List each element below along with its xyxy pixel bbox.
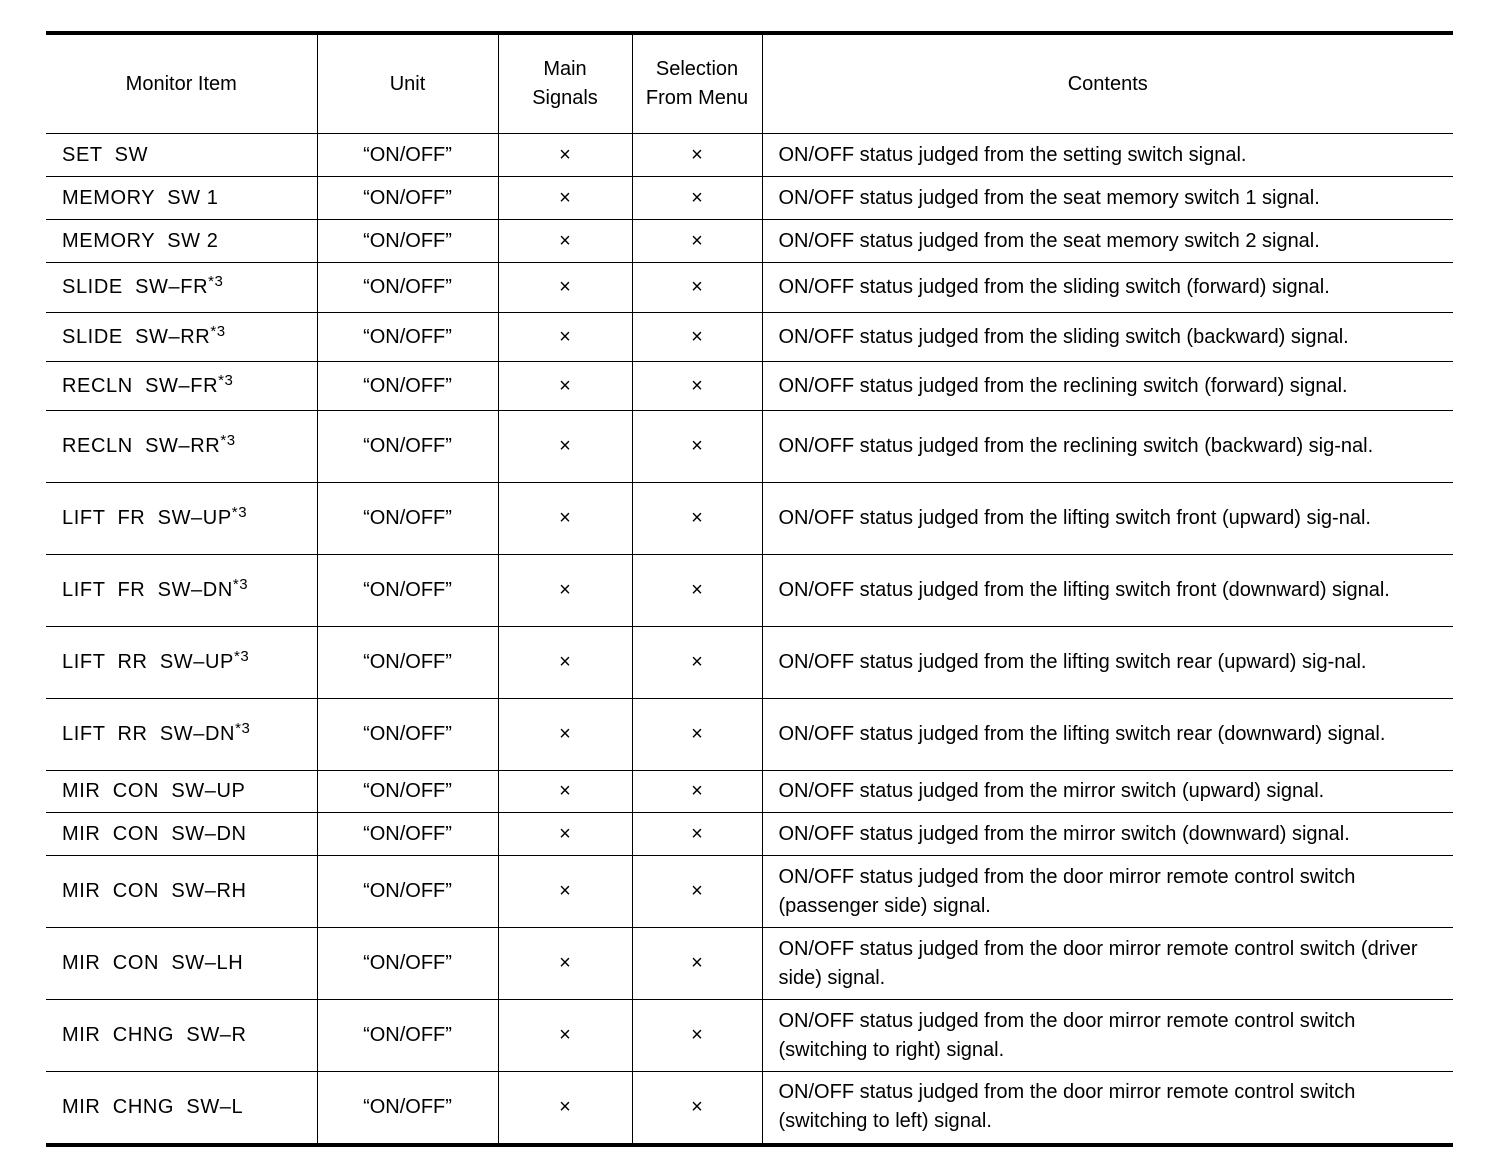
main-signals-mark: × <box>498 699 632 771</box>
contents-cell: ON/OFF status judged from the sliding switch (backward) signal. <box>762 313 1453 362</box>
monitor-item-name: SLIDE SW–RR <box>62 325 211 348</box>
main-signals-mark: × <box>498 263 632 313</box>
monitor-item-cell <box>46 555 317 627</box>
table-row <box>46 699 1453 771</box>
main-signals-mark: × <box>498 627 632 699</box>
unit-cell: “ON/OFF” <box>317 1000 498 1072</box>
table-row <box>46 1072 1453 1145</box>
table-row <box>46 177 1453 220</box>
selection-from-menu-mark: × <box>632 483 762 555</box>
contents-cell: ON/OFF status judged from the lifting switch front (downward) signal. <box>762 555 1453 627</box>
header-row <box>46 33 1453 134</box>
monitor-item-name: SLIDE SW–FR <box>62 276 209 298</box>
table-row <box>46 411 1453 483</box>
contents-cell: ON/OFF status judged from the reclining switch (forward) signal. <box>762 362 1453 411</box>
monitor-item-cell <box>46 627 317 699</box>
monitor-item-cell <box>46 771 317 813</box>
header-unit: Unit <box>317 33 498 134</box>
main-signals-mark: × <box>498 177 632 220</box>
monitor-item-name: LIFT FR SW–UP <box>62 507 232 529</box>
contents-cell: ON/OFF status judged from the door mirror remote control switch (passenger side) signal. <box>762 856 1453 928</box>
monitor-item-cell <box>46 1000 317 1072</box>
monitor-item-name: MIR CON SW–LH <box>62 952 244 974</box>
selection-from-menu-mark: × <box>632 1000 762 1072</box>
monitor-item-cell <box>46 177 317 220</box>
monitor-item-name: MIR CHNG SW–R <box>62 1024 247 1046</box>
main-signals-mark: × <box>498 313 632 362</box>
contents-cell: ON/OFF status judged from the setting switch signal. <box>762 134 1453 177</box>
footnote-ref: *3 <box>235 720 251 737</box>
table-row <box>46 1000 1453 1072</box>
main-signals-mark: × <box>498 928 632 1000</box>
monitor-item-cell <box>46 411 317 483</box>
contents-cell: ON/OFF status judged from the seat memory switch 2 signal. <box>762 220 1453 263</box>
unit-cell: “ON/OFF” <box>317 813 498 856</box>
contents-cell: ON/OFF status judged from the door mirror remote control switch (switching to left) signal. <box>762 1072 1453 1145</box>
selection-from-menu-mark: × <box>632 699 762 771</box>
selection-from-menu-mark: × <box>632 263 762 313</box>
main-signals-mark: × <box>498 483 632 555</box>
monitor-item-name: RECLN SW–FR <box>62 374 219 397</box>
unit-cell: “ON/OFF” <box>317 627 498 699</box>
table-row <box>46 771 1453 813</box>
contents-cell: ON/OFF status judged from the mirror switch (upward) signal. <box>762 771 1453 813</box>
header-selection-from-menu: Selection From Menu <box>632 33 762 134</box>
main-signals-mark: × <box>498 1000 632 1072</box>
unit-cell: “ON/OFF” <box>317 555 498 627</box>
table-row <box>46 856 1453 928</box>
selection-from-menu-mark: × <box>632 771 762 813</box>
footnote-ref: *3 <box>232 576 249 593</box>
main-signals-mark: × <box>498 220 632 263</box>
unit-cell: “ON/OFF” <box>317 362 498 411</box>
main-signals-mark: × <box>498 134 632 177</box>
footnote-ref: *3 <box>231 504 248 521</box>
table-row <box>46 134 1453 177</box>
contents-cell: ON/OFF status judged from the seat memory switch 1 signal. <box>762 177 1453 220</box>
unit-cell: “ON/OFF” <box>317 313 498 362</box>
table-row <box>46 555 1453 627</box>
selection-from-menu-mark: × <box>632 928 762 1000</box>
main-signals-mark: × <box>498 856 632 928</box>
selection-from-menu-mark: × <box>632 134 762 177</box>
monitor-item-name: MEMORY SW 1 <box>62 186 219 209</box>
table-row <box>46 627 1453 699</box>
monitor-item-cell <box>46 263 317 313</box>
main-signals-mark: × <box>498 1072 632 1145</box>
unit-cell: “ON/OFF” <box>317 928 498 1000</box>
monitor-item-cell <box>46 134 317 177</box>
main-signals-mark: × <box>498 362 632 411</box>
monitor-item-name: LIFT RR SW–UP <box>62 651 234 673</box>
monitor-item-name: SET SW <box>62 143 149 166</box>
header-contents: Contents <box>762 33 1453 134</box>
contents-cell: ON/OFF status judged from the door mirror remote control switch (driver side) signal. <box>762 928 1453 1000</box>
table-row <box>46 263 1453 313</box>
footnote-ref: *3 <box>218 371 234 389</box>
monitor-item-cell <box>46 220 317 263</box>
monitor-item-cell <box>46 928 317 1000</box>
unit-cell: “ON/OFF” <box>317 177 498 220</box>
selection-from-menu-mark: × <box>632 1072 762 1145</box>
unit-cell: “ON/OFF” <box>317 699 498 771</box>
monitor-item-name: MIR CON SW–RH <box>62 880 247 902</box>
table-row <box>46 362 1453 411</box>
selection-from-menu-mark: × <box>632 313 762 362</box>
table-row <box>46 813 1453 856</box>
monitor-item-table <box>46 31 1453 1147</box>
selection-from-menu-mark: × <box>632 411 762 483</box>
selection-from-menu-mark: × <box>632 177 762 220</box>
contents-cell: ON/OFF status judged from the mirror switch (downward) signal. <box>762 813 1453 856</box>
unit-cell: “ON/OFF” <box>317 220 498 263</box>
table-row <box>46 220 1453 263</box>
contents-cell: ON/OFF status judged from the door mirror remote control switch (switching to right) signal. <box>762 1000 1453 1072</box>
selection-from-menu-mark: × <box>632 362 762 411</box>
main-signals-mark: × <box>498 771 632 813</box>
footnote-ref: *3 <box>234 648 250 665</box>
contents-cell: ON/OFF status judged from the lifting switch rear (downward) signal. <box>762 699 1453 771</box>
contents-cell: ON/OFF status judged from the sliding switch (forward) signal. <box>762 263 1453 313</box>
monitor-item-cell <box>46 699 317 771</box>
monitor-item-cell <box>46 362 317 411</box>
table-row <box>46 483 1453 555</box>
footnote-ref: *3 <box>220 432 236 449</box>
main-signals-mark: × <box>498 555 632 627</box>
main-signals-mark: × <box>498 411 632 483</box>
main-signals-mark: × <box>498 813 632 856</box>
table-row <box>46 928 1453 1000</box>
unit-cell: “ON/OFF” <box>317 771 498 813</box>
monitor-item-name: MEMORY SW 2 <box>62 229 219 252</box>
monitor-item-name: MIR CHNG SW–L <box>62 1095 244 1118</box>
selection-from-menu-mark: × <box>632 627 762 699</box>
monitor-item-name: LIFT RR SW–DN <box>62 723 236 745</box>
unit-cell: “ON/OFF” <box>317 263 498 313</box>
contents-cell: ON/OFF status judged from the lifting switch front (upward) sig-nal. <box>762 483 1453 555</box>
unit-cell: “ON/OFF” <box>317 856 498 928</box>
unit-cell: “ON/OFF” <box>317 483 498 555</box>
monitor-item-cell <box>46 813 317 856</box>
selection-from-menu-mark: × <box>632 856 762 928</box>
contents-cell: ON/OFF status judged from the reclining switch (backward) sig-nal. <box>762 411 1453 483</box>
monitor-item-name: MIR CON SW–UP <box>62 780 246 802</box>
monitor-item-cell <box>46 856 317 928</box>
table-row <box>46 313 1453 362</box>
monitor-item-cell <box>46 483 317 555</box>
unit-cell: “ON/OFF” <box>317 411 498 483</box>
header-monitor-item: Monitor Item <box>46 33 317 134</box>
selection-from-menu-mark: × <box>632 813 762 856</box>
monitor-item-name: RECLN SW–RR <box>62 435 221 457</box>
monitor-item-name: LIFT FR SW–DN <box>62 579 233 601</box>
selection-from-menu-mark: × <box>632 220 762 263</box>
unit-cell: “ON/OFF” <box>317 1072 498 1145</box>
contents-cell: ON/OFF status judged from the lifting switch rear (upward) sig-nal. <box>762 627 1453 699</box>
monitor-item-cell <box>46 1072 317 1145</box>
selection-from-menu-mark: × <box>632 555 762 627</box>
footnote-ref: *3 <box>208 273 224 290</box>
monitor-item-cell <box>46 313 317 362</box>
header-main-signals: Main Signals <box>498 33 632 134</box>
unit-cell: “ON/OFF” <box>317 134 498 177</box>
footnote-ref: *3 <box>210 322 226 340</box>
monitor-item-name: MIR CON SW–DN <box>62 822 247 845</box>
